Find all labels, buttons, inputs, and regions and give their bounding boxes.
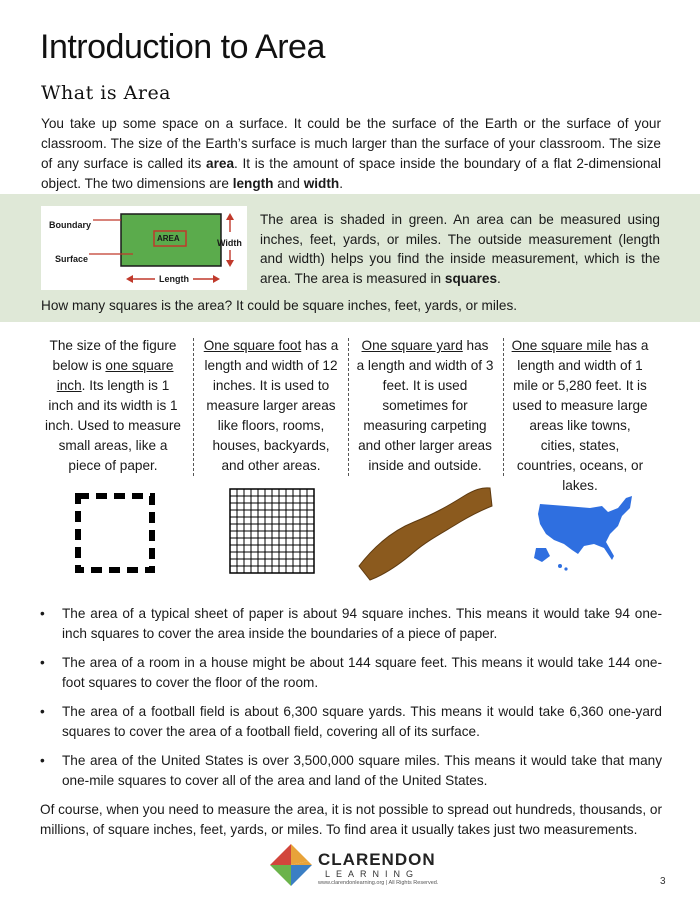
column-square-mile: One square mile has a length and width of 1 mile or 5,280 feet. It is used to measure large areas like towns, cities, states, countries, oceans, or lakes. (511, 338, 649, 493)
column-divider (348, 338, 349, 476)
brand-name: CLARENDON (318, 850, 436, 869)
column-divider (503, 338, 504, 476)
closing-paragraph: Of course, when you need to measure the area, it is not possible to spread out hundreds, thousands, or millions, of square inches, feet, yards, or miles. To find area it usually takes just two measurements. (40, 802, 662, 837)
width-label: Width (217, 238, 242, 248)
area-diagram (41, 206, 247, 290)
surface-label: Surface (55, 254, 89, 264)
list-item: • The area of the United States is over 3,500,000 square miles. This means it would take that many one-mile squares to cover all of the area and land of the United States. (40, 753, 662, 788)
page-title: Introduction to Area (40, 28, 325, 66)
list-item: • The area of a football field is about 6,300 square yards. This means it would take 6,360 one-yard squares to cover the area of a football field, covering all of its surface. (40, 704, 662, 739)
area-label: AREA (157, 234, 180, 243)
bullet-point: • (40, 655, 45, 670)
column-square-foot: One square foot has a length and width of 12 inches. It is used to measure larger areas like floors, rooms, houses, backyards, and other areas. (203, 338, 339, 473)
section-heading: What is Area (41, 82, 172, 104)
column-divider (193, 338, 194, 476)
bullet-point: • (40, 606, 45, 621)
column-square-inch: The size of the figure below is one square inch. Its length is 1 inch and its width is 1 inch. Used to measure small areas, like a piece of paper. (44, 338, 181, 473)
brand-subtitle: LEARNING (325, 869, 420, 879)
page-number: 3 (660, 876, 666, 887)
list-item: • The area of a typical sheet of paper is about 94 square inches. This means it would take 94 one-inch squares to cover the area inside the boundaries of a piece of paper. (40, 606, 662, 641)
column-square-yard: One square yard has a length and width of 3 feet. It is used sometimes for measuring carpeting and other larger areas inside and outside. (356, 338, 494, 473)
dashed-square-image (72, 490, 158, 576)
list-item: • The area of a room in a house might be about 144 square feet. This means it would take 144 one-foot squares to cover the floor of the room. (40, 655, 662, 690)
carpet-image (356, 482, 494, 582)
band-explanation: The area is shaded in green. An area can be measured using inches, feet, yards, or miles. The outside measurement (length and width) helps you find the inside measurement, which is the area. The area is measured in squares. (260, 212, 660, 286)
length-label: Length (159, 274, 189, 284)
boundary-label: Boundary (49, 220, 92, 230)
grid-square-image (229, 488, 315, 574)
bullet-point: • (40, 704, 45, 719)
usa-map-image (530, 486, 640, 576)
facts-list (40, 604, 662, 800)
band-question: How many squares is the area? It could be square inches, feet, yards, or miles. (41, 298, 518, 313)
brand-url: www.clarendonlearning.org | All Rights Reserved. (318, 880, 439, 886)
intro-paragraph: You take up some space on a surface. It could be the surface of the Earth or the surface of your classroom. The size of the Earth’s surface is much larger than the surface of your classroom. The size of any surface is called its area. It is the amount of space inside the boundary of a flat 2-dimensional object. The two dimensions are length and width. (41, 116, 662, 191)
clarendon-logo-icon (268, 842, 314, 888)
bullet-point: • (40, 753, 45, 768)
